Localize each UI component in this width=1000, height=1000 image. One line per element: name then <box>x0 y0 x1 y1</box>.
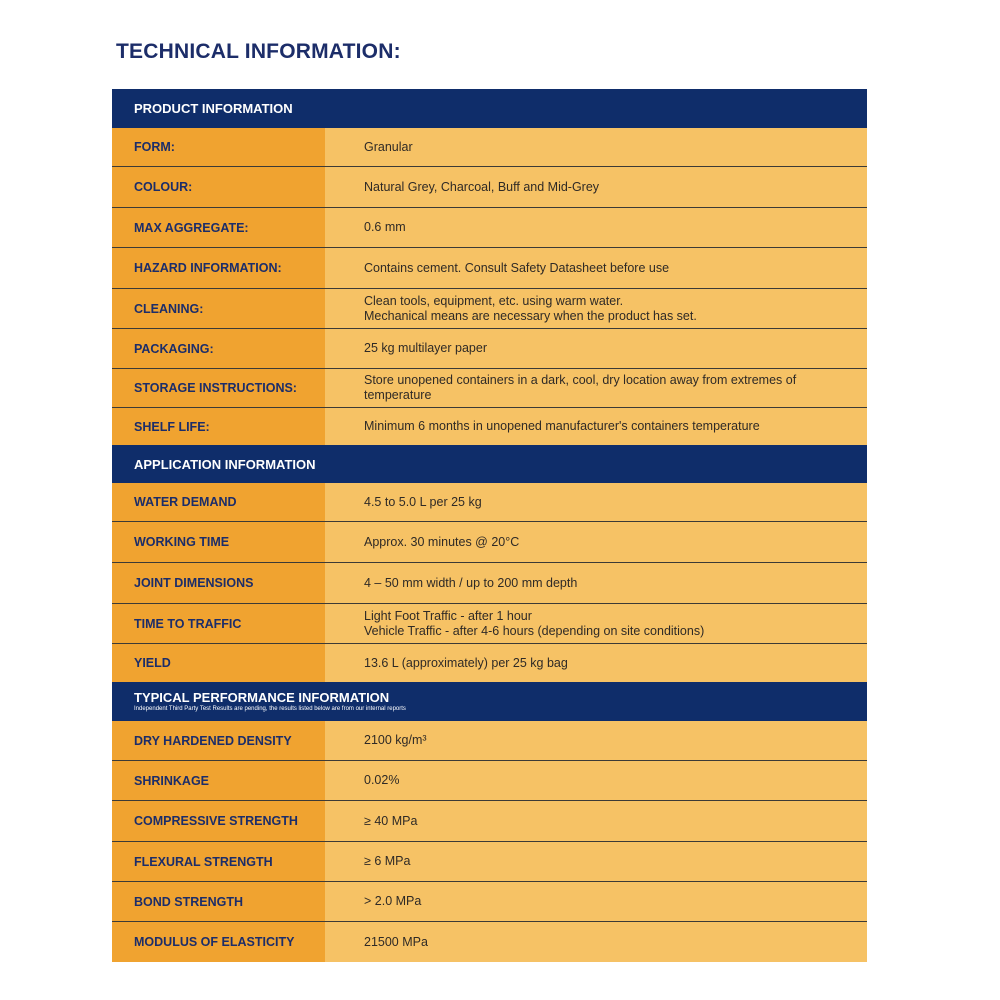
section-header-application <box>112 445 867 483</box>
value-line: Natural Grey, Charcoal, Buff and Mid-Grey <box>364 179 600 194</box>
section-header-performance <box>112 682 867 721</box>
value-line: 25 kg multilayer paper <box>364 341 487 355</box>
table-row <box>112 721 867 761</box>
value-line: 0.6 mm <box>364 220 406 234</box>
value-line: 2100 kg/m³ <box>364 733 427 747</box>
table-row <box>112 922 867 962</box>
row-value <box>325 882 867 921</box>
row-value <box>325 563 867 603</box>
row-label: FLEXURAL STRENGTH <box>112 842 325 881</box>
value-line: 21500 MPa <box>364 934 428 949</box>
value-line: 4 – 50 mm width / up to 200 mm depth <box>364 575 578 590</box>
table-row <box>112 801 867 842</box>
row-label: BOND STRENGTH <box>112 882 325 921</box>
row-value <box>325 128 867 166</box>
section-title: TYPICAL PERFORMANCE INFORMATION <box>134 690 390 705</box>
value-line: Mechanical means are necessary when the product has set. <box>364 308 697 323</box>
row-value <box>325 522 867 562</box>
product-rows <box>112 128 867 445</box>
row-value <box>325 842 867 881</box>
value-line: Clean tools, equipment, etc. using warm water. <box>364 293 624 308</box>
row-label: JOINT DIMENSIONS <box>112 563 325 603</box>
table-row <box>112 522 867 563</box>
row-label: HAZARD INFORMATION: <box>112 248 325 288</box>
row-value <box>325 408 867 445</box>
table-row <box>112 128 867 167</box>
value-line: 4.5 to 5.0 L per 25 kg <box>364 494 482 509</box>
value-line: Light Foot Traffic - after 1 hour <box>364 608 532 623</box>
row-value <box>325 483 867 521</box>
section-title: PRODUCT INFORMATION <box>134 101 293 116</box>
value-line: temperature <box>364 388 432 402</box>
table-row <box>112 842 867 882</box>
row-label: SHRINKAGE <box>112 761 325 800</box>
row-value <box>325 801 867 841</box>
table-row <box>112 761 867 801</box>
value-line: Vehicle Traffic - after 4-6 hours (depending on site conditions) <box>364 623 705 638</box>
value-line: Granular <box>364 139 413 154</box>
value-line: Store unopened containers in a dark, cool, dry location away from extremes of <box>364 373 797 387</box>
value-line: 0.02% <box>364 773 400 787</box>
row-value <box>325 721 867 760</box>
table-row <box>112 483 867 522</box>
technical-table <box>112 89 867 962</box>
value-line: 13.6 L (approximately) per 25 kg bag <box>364 655 568 670</box>
section-subtitle: Independent Third Party Test Results are pending, the results listed below are from our internal reports <box>134 706 406 712</box>
page-title: TECHNICAL INFORMATION: <box>116 40 401 63</box>
section-title: APPLICATION INFORMATION <box>134 456 316 472</box>
row-value <box>325 208 867 247</box>
row-label: TIME TO TRAFFIC <box>112 604 325 643</box>
row-value <box>325 604 867 643</box>
table-row <box>112 604 867 644</box>
row-value <box>325 167 867 207</box>
row-value <box>325 644 867 682</box>
application-rows <box>112 483 867 682</box>
table-row <box>112 208 867 248</box>
row-label: PACKAGING: <box>112 329 325 368</box>
value-line: Approx. 30 minutes @ 20°C <box>364 534 520 549</box>
row-label: MAX AGGREGATE: <box>112 208 325 247</box>
row-label: CLEANING: <box>112 289 325 328</box>
row-label: MODULUS OF ELASTICITY <box>112 922 325 962</box>
row-label: STORAGE INSTRUCTIONS: <box>112 369 325 407</box>
value-line: Contains cement. Consult Safety Datasheet before use <box>364 260 670 275</box>
row-label: WATER DEMAND <box>112 483 325 521</box>
table-row <box>112 882 867 922</box>
row-value <box>325 289 867 328</box>
row-value <box>325 329 867 368</box>
row-label: FORM: <box>112 128 325 166</box>
value-line: ≥ 40 MPa <box>364 813 418 828</box>
table-row <box>112 329 867 369</box>
table-row <box>112 289 867 329</box>
table-row <box>112 644 867 682</box>
section-header-product <box>112 89 867 128</box>
row-label: COMPRESSIVE STRENGTH <box>112 801 325 841</box>
row-value <box>325 369 867 407</box>
table-row <box>112 563 867 604</box>
table-row <box>112 167 867 208</box>
value-line: ≥ 6 MPa <box>364 854 411 868</box>
row-label: DRY HARDENED DENSITY <box>112 721 325 760</box>
value-line: > 2.0 MPa <box>364 894 422 908</box>
table-row <box>112 248 867 289</box>
row-label: COLOUR: <box>112 167 325 207</box>
row-value <box>325 922 867 962</box>
row-label: SHELF LIFE: <box>112 408 325 445</box>
table-row <box>112 369 867 408</box>
row-value <box>325 761 867 800</box>
performance-rows <box>112 721 867 962</box>
value-line: Minimum 6 months in unopened manufacturer's containers temperature <box>364 419 760 433</box>
row-value <box>325 248 867 288</box>
row-label: YIELD <box>112 644 325 682</box>
row-label: WORKING TIME <box>112 522 325 562</box>
table-row <box>112 408 867 445</box>
